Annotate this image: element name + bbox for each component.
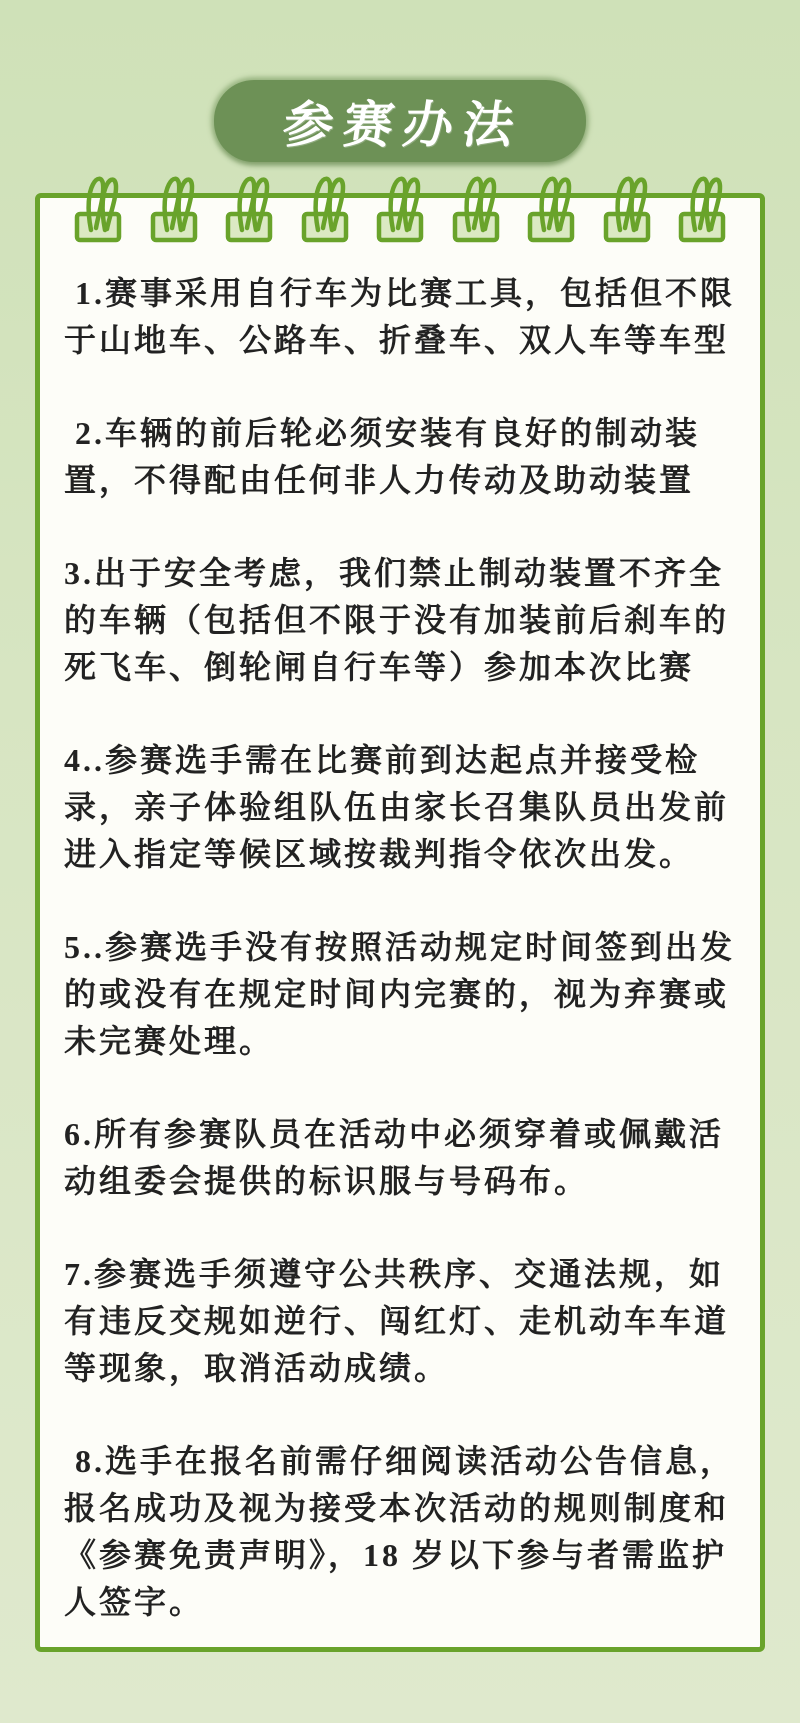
- rule-item-7: 7.参赛选手须遵守公共秩序、交通法规，如有违反交规如逆行、闯红灯、走机动车车道等现象，取消活动成绩。: [64, 1256, 730, 1386]
- title-badge: [214, 80, 586, 162]
- rules-card: [35, 193, 765, 1652]
- rule-item-1: 1.赛事采用自行车为比赛工具，包括但不限于山地车、公路车、折叠车、双人车等车型: [64, 275, 736, 358]
- rule-item-2: 2.车辆的前后轮必须安装有良好的制动装置，不得配由任何非人力传动及助动装置: [64, 415, 701, 498]
- rule-item-3: 3.出于安全考虑，我们禁止制动装置不齐全的车辆（包括但不限于没有加装前后刹车的死飞车、倒轮闸自行车等）参加本次比赛: [64, 555, 730, 685]
- rule-item-4: 4..参赛选手需在比赛前到达起点并接受检录，亲子体验组队伍由家长召集队员出发前进入指定等候区域按裁判指令依次出发。: [64, 742, 730, 872]
- rules-list: [40, 198, 760, 1647]
- page-title: 参赛办法: [279, 97, 528, 153]
- rule-item-5: 5..参赛选手没有按照活动规定时间签到出发的或没有在规定时间内完赛的，视为弃赛或未完赛处理。: [64, 929, 736, 1059]
- rule-item-6: 6.所有参赛队员在活动中必须穿着或佩戴活动组委会提供的标识服与号码布。: [64, 1116, 725, 1199]
- rule-item-8: 8.选手在报名前需仔细阅读活动公告信息，报名成功及视为接受本次活动的规则制度和《参赛免责声明》，18 岁以下参与者需监护人签字。: [64, 1443, 736, 1620]
